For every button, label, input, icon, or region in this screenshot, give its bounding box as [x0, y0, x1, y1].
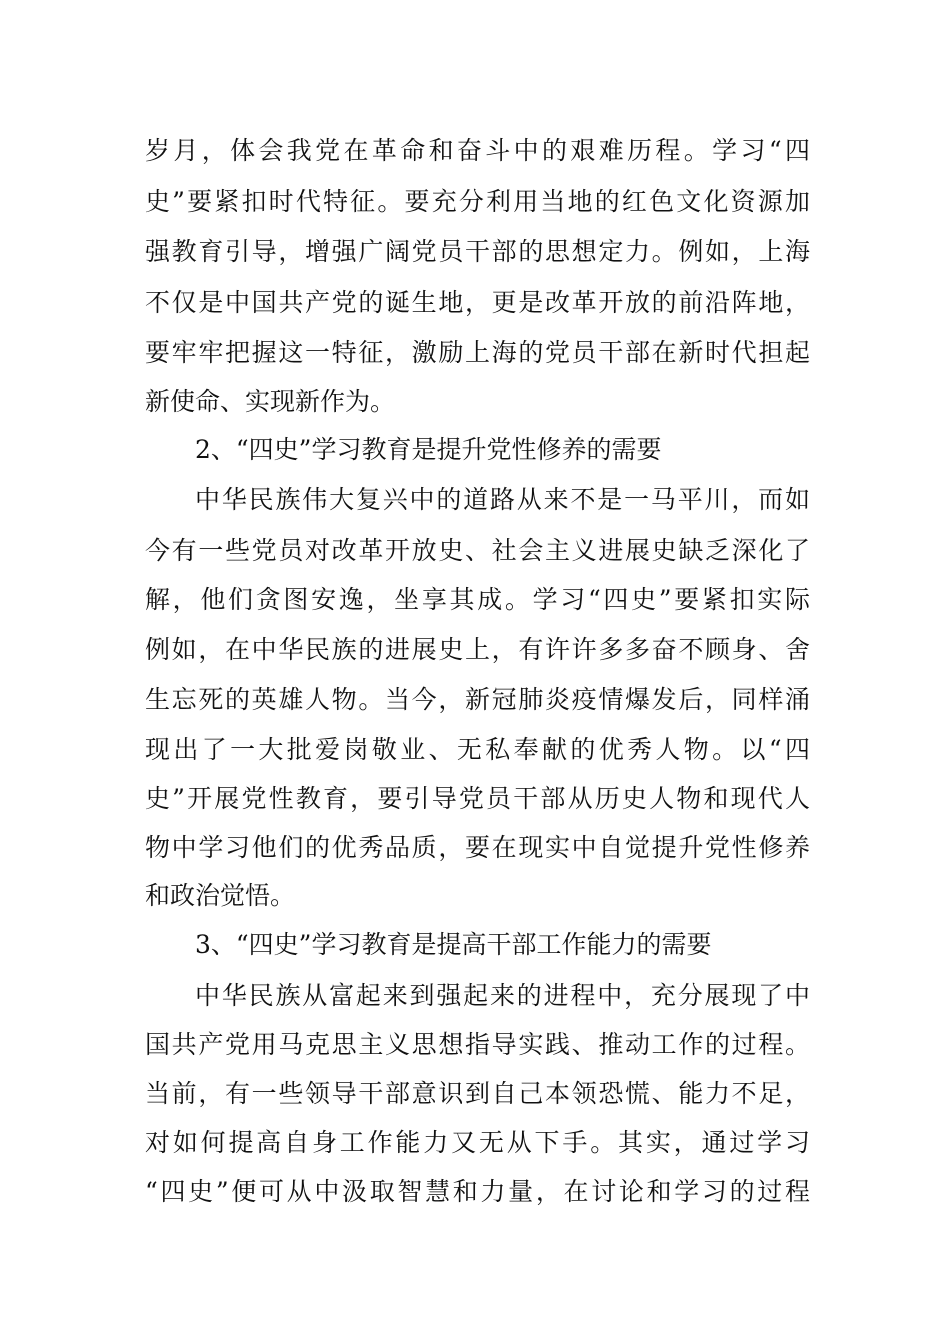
- text-line: 史”要紧扣时代特征。要充分利用当地的红色文化资源加: [145, 187, 810, 216]
- section-heading: 2、“四史”学习教育是提升党性修养的需要: [195, 435, 662, 464]
- text-line: 现出了一大批爱岗敬业、无私奉献的优秀人物。以“四: [145, 735, 810, 764]
- text-line: 对如何提高自身工作能力又无从下手。其实，通过学习: [145, 1128, 810, 1157]
- text-line: 不仅是中国共产党的诞生地，更是改革开放的前沿阵地，: [145, 288, 810, 317]
- text-line: 今有一些党员对改革开放史、社会主义进展史缺乏深化了: [145, 536, 810, 565]
- text-line: “四史”便可从中汲取智慧和力量，在讨论和学习的过程: [145, 1177, 810, 1206]
- text-line: 岁月，体会我党在革命和奋斗中的艰难历程。学习“四: [145, 136, 810, 165]
- text-line: 当前，有一些领导干部意识到自己本领恐慌、能力不足，: [145, 1079, 810, 1108]
- text-line: 要牢牢把握这一特征，激励上海的党员干部在新时代担起: [145, 338, 810, 367]
- text-line: 中华民族伟大复兴中的道路从来不是一马平川，而如: [195, 485, 810, 514]
- text-line: 例如，在中华民族的进展史上，有许许多多奋不顾身、舍: [145, 635, 810, 664]
- text-line: 中华民族从富起来到强起来的进程中，充分展现了中: [195, 981, 810, 1010]
- section-heading: 3、“四史”学习教育是提高干部工作能力的需要: [195, 930, 712, 959]
- text-line: 强教育引导，增强广阔党员干部的思想定力。例如，上海: [145, 237, 810, 266]
- text-line: 物中学习他们的优秀品质，要在现实中自觉提升党性修养: [145, 833, 810, 862]
- text-line: 史”开展党性教育，要引导党员干部从历史人物和现代人: [145, 784, 810, 813]
- text-line: 解，他们贪图安逸，坐享其成。学习“四史”要紧扣实际: [145, 585, 810, 614]
- text-line: 国共产党用马克思主义思想指导实践、推动工作的过程。: [145, 1030, 810, 1059]
- text-line: 新使命、实现新作为。: [145, 387, 396, 416]
- text-line: 生忘死的英雄人物。当今，新冠肺炎疫情爆发后，同样涌: [145, 685, 810, 714]
- text-line: 和政治觉悟。: [145, 881, 296, 910]
